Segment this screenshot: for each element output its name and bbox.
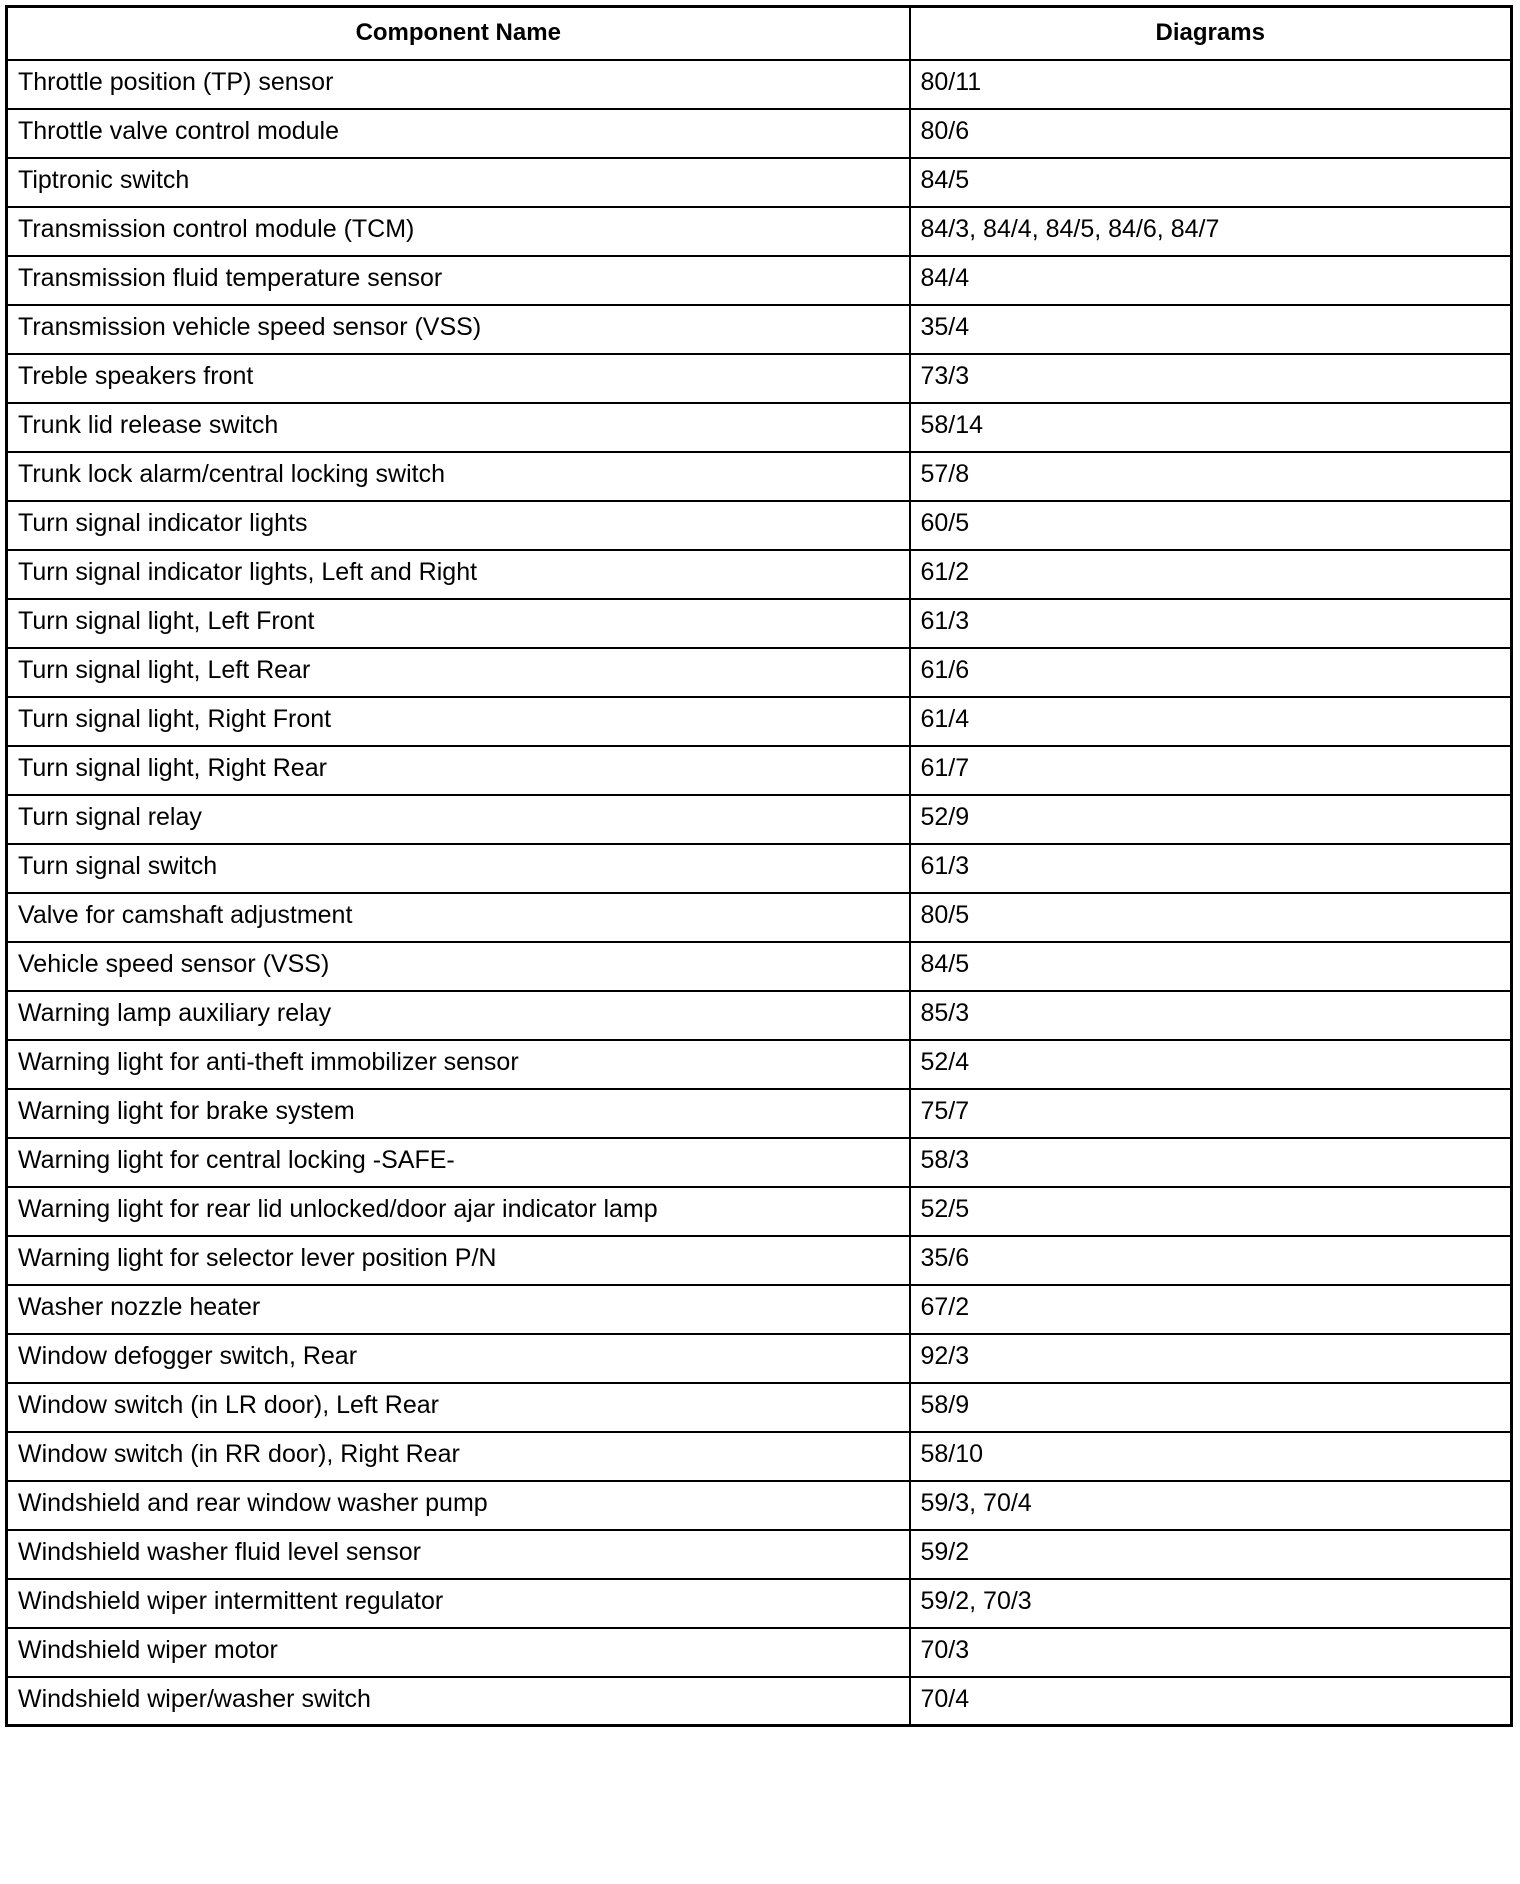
diagrams-cell: 85/3 [910, 991, 1512, 1040]
table-header-row [7, 7, 1512, 60]
component-name-cell: Window switch (in LR door), Left Rear [7, 1383, 910, 1432]
component-name-cell: Turn signal light, Left Front [7, 599, 910, 648]
component-name-cell: Warning light for anti-theft immobilizer sensor [7, 1040, 910, 1089]
table-row [7, 1089, 1512, 1138]
table-row [7, 1432, 1512, 1481]
table-row [7, 452, 1512, 501]
component-name-cell: Warning light for central locking -SAFE- [7, 1138, 910, 1187]
diagrams-cell: 73/3 [910, 354, 1512, 403]
table-row [7, 60, 1512, 109]
component-name-cell: Trunk lid release switch [7, 403, 910, 452]
component-name-cell: Transmission control module (TCM) [7, 207, 910, 256]
table-row [7, 1579, 1512, 1628]
component-name-cell: Treble speakers front [7, 354, 910, 403]
diagrams-cell: 84/3, 84/4, 84/5, 84/6, 84/7 [910, 207, 1512, 256]
table-row [7, 403, 1512, 452]
component-name-cell: Tiptronic switch [7, 158, 910, 207]
component-diagram-table [5, 5, 1513, 1727]
table-row [7, 354, 1512, 403]
diagrams-cell: 52/9 [910, 795, 1512, 844]
component-name-cell: Windshield and rear window washer pump [7, 1481, 910, 1530]
diagrams-cell: 59/2, 70/3 [910, 1579, 1512, 1628]
component-name-cell: Vehicle speed sensor (VSS) [7, 942, 910, 991]
diagrams-cell: 61/4 [910, 697, 1512, 746]
table-row [7, 991, 1512, 1040]
diagrams-cell: 70/3 [910, 1628, 1512, 1677]
component-name-cell: Turn signal indicator lights, Left and Right [7, 550, 910, 599]
component-name-cell: Turn signal light, Right Front [7, 697, 910, 746]
table-row [7, 893, 1512, 942]
table-row [7, 1383, 1512, 1432]
table-row [7, 942, 1512, 991]
diagrams-cell: 59/3, 70/4 [910, 1481, 1512, 1530]
table-row [7, 1285, 1512, 1334]
diagrams-cell: 80/5 [910, 893, 1512, 942]
component-name-cell: Turn signal light, Right Rear [7, 746, 910, 795]
component-name-cell: Transmission fluid temperature sensor [7, 256, 910, 305]
table-row [7, 109, 1512, 158]
diagrams-cell: 58/3 [910, 1138, 1512, 1187]
diagrams-cell: 61/2 [910, 550, 1512, 599]
table-row [7, 550, 1512, 599]
table-row [7, 1677, 1512, 1726]
component-name-cell: Window switch (in RR door), Right Rear [7, 1432, 910, 1481]
component-name-cell: Windshield wiper motor [7, 1628, 910, 1677]
diagrams-cell: 75/7 [910, 1089, 1512, 1138]
diagrams-cell: 61/7 [910, 746, 1512, 795]
table-row [7, 501, 1512, 550]
component-name-cell: Throttle position (TP) sensor [7, 60, 910, 109]
diagrams-cell: 61/6 [910, 648, 1512, 697]
component-name-cell: Transmission vehicle speed sensor (VSS) [7, 305, 910, 354]
diagrams-cell: 61/3 [910, 599, 1512, 648]
diagrams-cell: 60/5 [910, 501, 1512, 550]
component-name-cell: Turn signal light, Left Rear [7, 648, 910, 697]
diagrams-cell: 35/4 [910, 305, 1512, 354]
component-name-cell: Warning light for selector lever position P/N [7, 1236, 910, 1285]
diagrams-cell: 84/5 [910, 158, 1512, 207]
column-header-diagrams: Diagrams [910, 7, 1512, 60]
component-name-cell: Windshield washer fluid level sensor [7, 1530, 910, 1579]
table-row [7, 697, 1512, 746]
column-header-component-name: Component Name [7, 7, 910, 60]
table-row [7, 1628, 1512, 1677]
table-row [7, 207, 1512, 256]
diagrams-cell: 92/3 [910, 1334, 1512, 1383]
diagrams-cell: 59/2 [910, 1530, 1512, 1579]
component-name-cell: Washer nozzle heater [7, 1285, 910, 1334]
component-name-cell: Trunk lock alarm/central locking switch [7, 452, 910, 501]
component-name-cell: Windshield wiper intermittent regulator [7, 1579, 910, 1628]
diagrams-cell: 58/9 [910, 1383, 1512, 1432]
component-name-cell: Turn signal relay [7, 795, 910, 844]
diagrams-cell: 61/3 [910, 844, 1512, 893]
diagrams-cell: 58/10 [910, 1432, 1512, 1481]
table-row [7, 1187, 1512, 1236]
component-name-cell: Turn signal indicator lights [7, 501, 910, 550]
diagrams-cell: 84/4 [910, 256, 1512, 305]
table-row [7, 648, 1512, 697]
diagrams-cell: 67/2 [910, 1285, 1512, 1334]
table-row [7, 1236, 1512, 1285]
diagrams-cell: 58/14 [910, 403, 1512, 452]
component-name-cell: Warning light for brake system [7, 1089, 910, 1138]
diagrams-cell: 35/6 [910, 1236, 1512, 1285]
component-name-cell: Valve for camshaft adjustment [7, 893, 910, 942]
table-row [7, 599, 1512, 648]
table-row [7, 1481, 1512, 1530]
component-name-cell: Throttle valve control module [7, 109, 910, 158]
diagrams-cell: 70/4 [910, 1677, 1512, 1726]
component-name-cell: Windshield wiper/washer switch [7, 1677, 910, 1726]
component-name-cell: Window defogger switch, Rear [7, 1334, 910, 1383]
table-row [7, 305, 1512, 354]
diagrams-cell: 80/6 [910, 109, 1512, 158]
table-row [7, 1138, 1512, 1187]
table-body [7, 60, 1512, 1726]
table-row [7, 746, 1512, 795]
diagrams-cell: 57/8 [910, 452, 1512, 501]
table-row [7, 256, 1512, 305]
diagrams-cell: 52/5 [910, 1187, 1512, 1236]
diagrams-cell: 84/5 [910, 942, 1512, 991]
component-name-cell: Turn signal switch [7, 844, 910, 893]
table-row [7, 1530, 1512, 1579]
diagrams-cell: 52/4 [910, 1040, 1512, 1089]
table-row [7, 1334, 1512, 1383]
diagrams-cell: 80/11 [910, 60, 1512, 109]
table-row [7, 1040, 1512, 1089]
table-row [7, 158, 1512, 207]
table-row [7, 844, 1512, 893]
table-row [7, 795, 1512, 844]
component-name-cell: Warning lamp auxiliary relay [7, 991, 910, 1040]
component-name-cell: Warning light for rear lid unlocked/door ajar indicator lamp [7, 1187, 910, 1236]
